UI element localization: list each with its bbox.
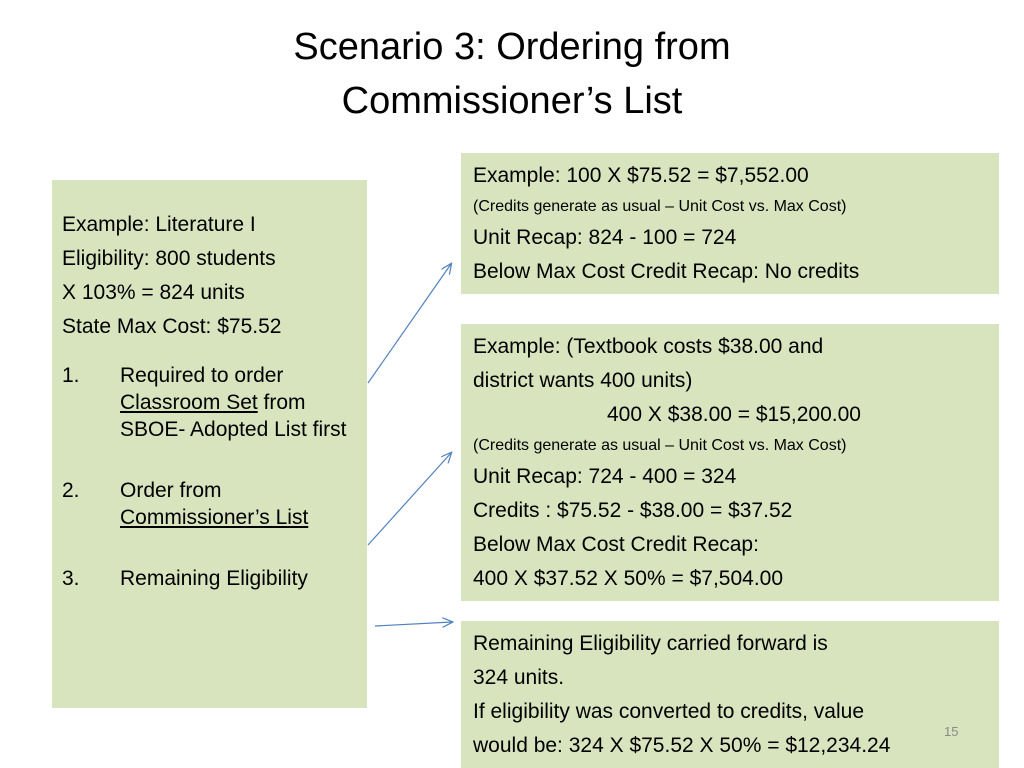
slide-title-line-1: Scenario 3: Ordering from <box>293 26 731 68</box>
box2-example-cont: district wants 400 units) <box>473 369 693 392</box>
box2-example: Example: (Textbook costs $38.00 and <box>473 335 824 358</box>
box2-total: 400 X $38.00 = $15,200.00 <box>607 403 861 426</box>
arrow-to-box1 <box>368 264 451 383</box>
box2-unit-recap: Unit Recap: 724 - 400 = 324 <box>473 465 737 488</box>
step-number: 3. <box>62 567 80 590</box>
arrow-to-box2 <box>368 453 451 545</box>
step-emphasis: Commissioner’s List <box>120 506 309 529</box>
step-text: Order from <box>120 479 222 502</box>
box1-example: Example: 100 X $75.52 = $7,552.00 <box>473 164 809 187</box>
state-max-cost: State Max Cost: $75.52 <box>62 315 282 338</box>
box2-note: (Credits generate as usual – Unit Cost vs. Max Cost) <box>473 437 847 454</box>
box2-credits: Credits : $75.52 - $38.00 = $37.52 <box>473 499 793 522</box>
step-text-tail: from SBOE- Adopted List first <box>120 391 347 441</box>
arrow-to-box3 <box>375 622 452 626</box>
box3-line-3: If eligibility was converted to credits, value <box>473 700 865 723</box>
box3-line-4: would be: 324 X $75.52 X 50% = $12,234.24 <box>473 734 891 757</box>
step-text: Remaining Eligibility <box>120 567 308 590</box>
box3-line-2: 324 units. <box>473 666 565 689</box>
box2-credit-recap-value: 400 X $37.52 X 50% = $7,504.00 <box>473 567 784 590</box>
step-emphasis: Classroom Set <box>120 391 258 414</box>
box2-credit-recap-label: Below Max Cost Credit Recap: <box>473 533 759 556</box>
example-course: Example: Literature I <box>62 213 256 236</box>
step-number: 1. <box>62 364 80 387</box>
step-number: 2. <box>62 479 80 502</box>
page-number: 15 <box>944 724 959 739</box>
box1-unit-recap: Unit Recap: 824 - 100 = 724 <box>473 226 737 249</box>
box3-line-1: Remaining Eligibility carried forward is <box>473 632 828 655</box>
step-text: Required to order <box>120 364 284 387</box>
box1-note: (Credits generate as usual – Unit Cost vs. Max Cost) <box>473 198 847 215</box>
eligibility: Eligibility: 800 students <box>62 247 276 270</box>
box1-credit-recap: Below Max Cost Credit Recap: No credits <box>473 260 860 283</box>
eligibility-units: X 103% = 824 units <box>62 281 245 304</box>
slide-title-line-2: Commissioner’s List <box>341 80 683 122</box>
